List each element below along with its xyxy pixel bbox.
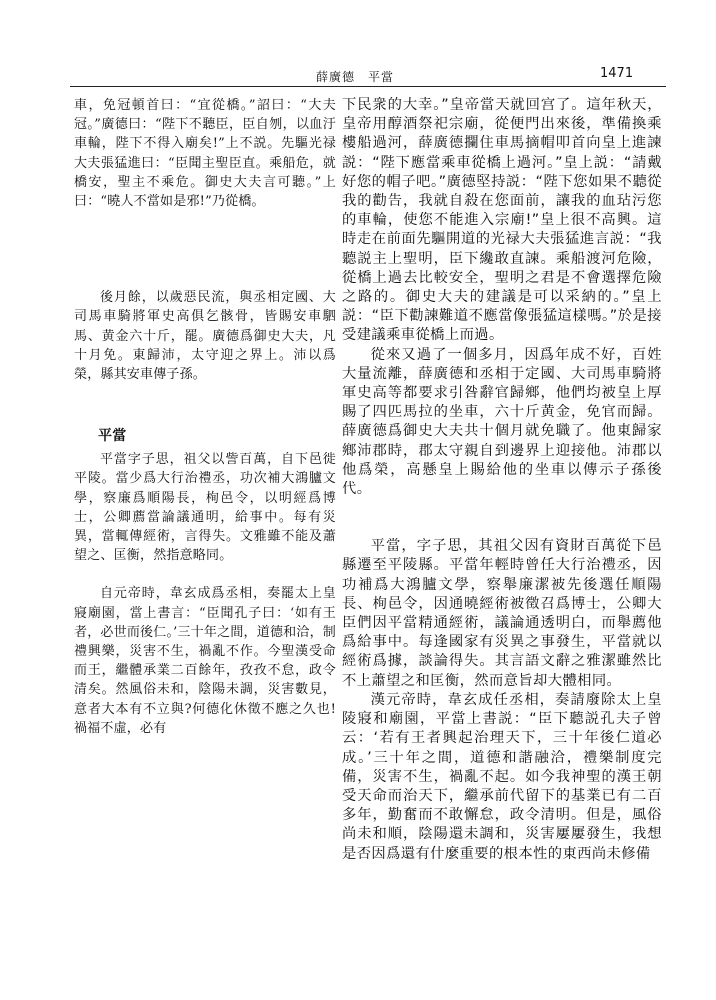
section-spacer — [74, 384, 336, 422]
paragraph-spacer — [74, 211, 336, 288]
section-heading: 平當 — [98, 428, 127, 445]
page-number: 1471 — [600, 66, 634, 81]
header-divider — [70, 86, 666, 87]
original-paragraph: 車，免冠頓首曰：“宜從橋。”詔曰：“大夫冠。”廣德曰：“陛下不聽臣，臣自刎，以血汙車輪，陛下不得入廟矣!”上不説。先驅光禄大夫張猛進曰：“臣聞主聖臣直。乘船危，就橋安，聖主不乘危。御史大夫言可聽。”上曰：“曉人不當如是邪!”乃從橋。 — [74, 98, 336, 210]
original-paragraph: 自元帝時，韋玄成爲丞相，奏罷太上皇寢廟園，當上書言：“臣聞孔子曰：‘如有王者，必世而後仁。’三十年之間，道德和洽，制禮興樂，災害不生，禍亂不作。今聖漢受命而王，繼體承業二百餘年，孜孜不怠，政令清矣。然風俗未和，陰陽未調，災害數見，意者大本有不立與?何德化休徵不應之久也!禍福不虛，必有 — [74, 586, 336, 736]
section-spacer — [342, 499, 662, 537]
original-text-column — [74, 96, 336, 738]
translation-column — [342, 96, 662, 864]
paragraph-spacer — [74, 565, 336, 584]
translation-paragraph: 平當，字子思，其祖父因有資財百萬從下邑縣遷至平陵縣。平當年輕時曾任大行治禮丞，因功補爲大鴻臚文學，察舉廉潔被先後選任順陽長、栒邑令，因通曉經術被徵召爲博士，公卿大臣們因平當精通經術，議論通透明白，而舉薦他爲給事中。每逢國家有災異之事發生，平當就以經術爲據，談論得失。其言語文辭之雅潔雖然比不上蕭望之和匡衡，然而意旨却大體相同。 — [342, 538, 662, 689]
translation-paragraph: 從來又過了一個多月，因爲年成不好，百姓大量流離，薛廣德和丞相于定國、大司馬車騎將軍史高等都要求引咎辭官歸鄉，他們均被皇上厚賜了四匹馬拉的坐車，六十斤黄金，免官而歸。薛廣德爲御史大夫共十個月就免職了。他東歸家鄉沛郡時，郡太守親自到邊界上迎接他。沛郡以他爲榮，高懸皇上賜給他的坐車以傳示子孫後代。 — [342, 346, 662, 498]
translation-paragraph: 漢元帝時，韋玄成任丞相，奏請廢除太上皇陵寢和廟園，平當上書説：“臣下聽説孔夫子曾云：‘若有王者興起治理天下，三十年後仁道必成。’三十年之間，道德和諧融洽，禮樂制度完備，災害不生，禍亂不起。如今我神聖的漢王朝受天命而治天下，繼承前代留下的基業已有二百多年，勤奮而不敢懈怠，政令清明。但是，風俗尚未和順，陰陽還未調和，災害屢屢發生，我想是否因爲還有什麼重要的根本性的東西尚未修備 — [342, 691, 662, 862]
translation-paragraph: 下民衆的大幸。”皇帝當天就回宫了。這年秋天，皇帝用醇酒祭祀宗廟，從便門出來後，準備換乘樓船過河，薛廣德攔住車馬摘帽叩首向皇上進諫説：“陛下應當乘車從橋上過河。”皇上説：“請戴好您的帽子吧。”廣德堅持説：“陛下您如果不聽從我的勸告，我就自殺在您面前，讓我的血玷污您的車輪，使您不能進入宗廟!”皇上很不高興。這時走在前面先驅開道的光禄大夫張猛進言説：“我聽説主上聖明，臣下纔敢直諫。乘船渡河危險，從橋上過去比較安全，聖明之君是不會選擇危險之路的。御史大夫的建議是可以采納的。”皇上説：“臣下勸諫難道不應當像張猛這樣嗎。”於是接受建議乘車從橋上而過。 — [342, 97, 662, 344]
original-paragraph: 後月餘，以歲惡民流，與丞相定國、大司馬車騎將軍史高俱乞骸骨，皆賜安車駟馬、黄金六十斤，罷。廣德爲御史大夫，凡十月免。東歸沛，太守迎之界上。沛以爲榮，縣其安車傳子孫。 — [74, 290, 336, 383]
original-paragraph: 平當字子思，祖父以訾百萬，自下邑徙平陵。當少爲大行治禮丞，功次補大鴻臚文學，察廉爲順陽長，栒邑令，以明經爲博士，公卿薦當論議通明，給事中。每有災異，當輒傳經術，言得失。文雅雖不能及蕭望之、匡衡，然指意略同。 — [74, 452, 336, 564]
running-title: 薛廣德 平當 — [316, 70, 395, 84]
